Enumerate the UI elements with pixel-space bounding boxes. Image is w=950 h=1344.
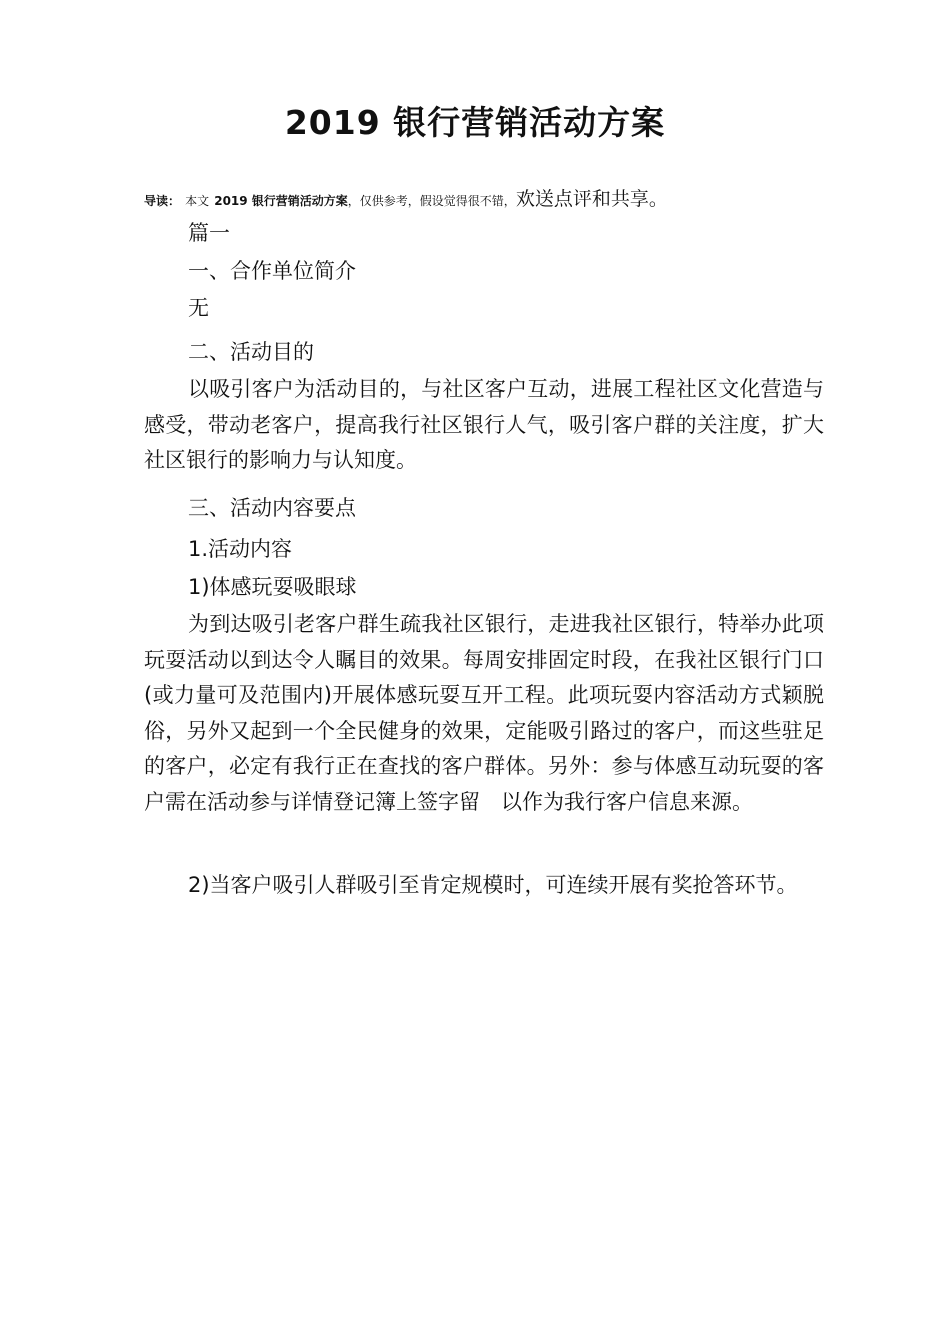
lead-middle: ，仅供参考，假设觉得很不错， [347, 194, 516, 208]
section1-heading: 一、合作单位简介 [188, 259, 356, 283]
item1-heading: 1)体感玩耍吸眼球 [188, 575, 357, 599]
section2-body: 以吸引客户为活动目的，与社区客户互动，进展工程社区文化营造与感受，带动老客户，提高我行社区银行人气，吸引客户群的关注度，扩大社区银行的影响力与认知度。 [144, 377, 824, 472]
section1-body: 无 [188, 296, 209, 320]
sub1-heading: 1.活动内容 [188, 537, 293, 561]
lead-doc-name: 2019 银行营销活动方案 [214, 194, 348, 208]
section2-heading: 二、活动目的 [188, 340, 314, 364]
lead-prefix: 本文 [185, 194, 210, 208]
lead-paragraph [144, 184, 844, 216]
document-title: 2019 银行营销活动方案 [284, 103, 666, 142]
lead-suffix: 欢送点评和共享。 [515, 188, 668, 210]
part-heading: 篇一 [188, 221, 230, 245]
lead-label: 导读： [144, 194, 181, 208]
item2-body: 2)当客户吸引人群吸引至肯定规模时，可连续开展有奖抢答环节。 [188, 873, 798, 897]
item1-body: 为到达吸引老客户群生疏我社区银行，走进我社区银行，特举办此项玩耍活动以到达令人瞩目的效果。每周安排固定时段，在我社区银行门口(或力量可及范围内)开展体感玩耍互开工程。此项玩耍内容活动方式颖脱俗，另外又起到一个全民健身的效果，定能吸引路过的客户，而这些驻足的客户，必定有我行正在查找的客户群体。另外：参与体感互动玩耍的客户需在活动参与详情登记簿上签字留 以作为我行客户信息来源。 [144, 612, 824, 814]
section3-heading: 三、活动内容要点 [188, 496, 356, 520]
